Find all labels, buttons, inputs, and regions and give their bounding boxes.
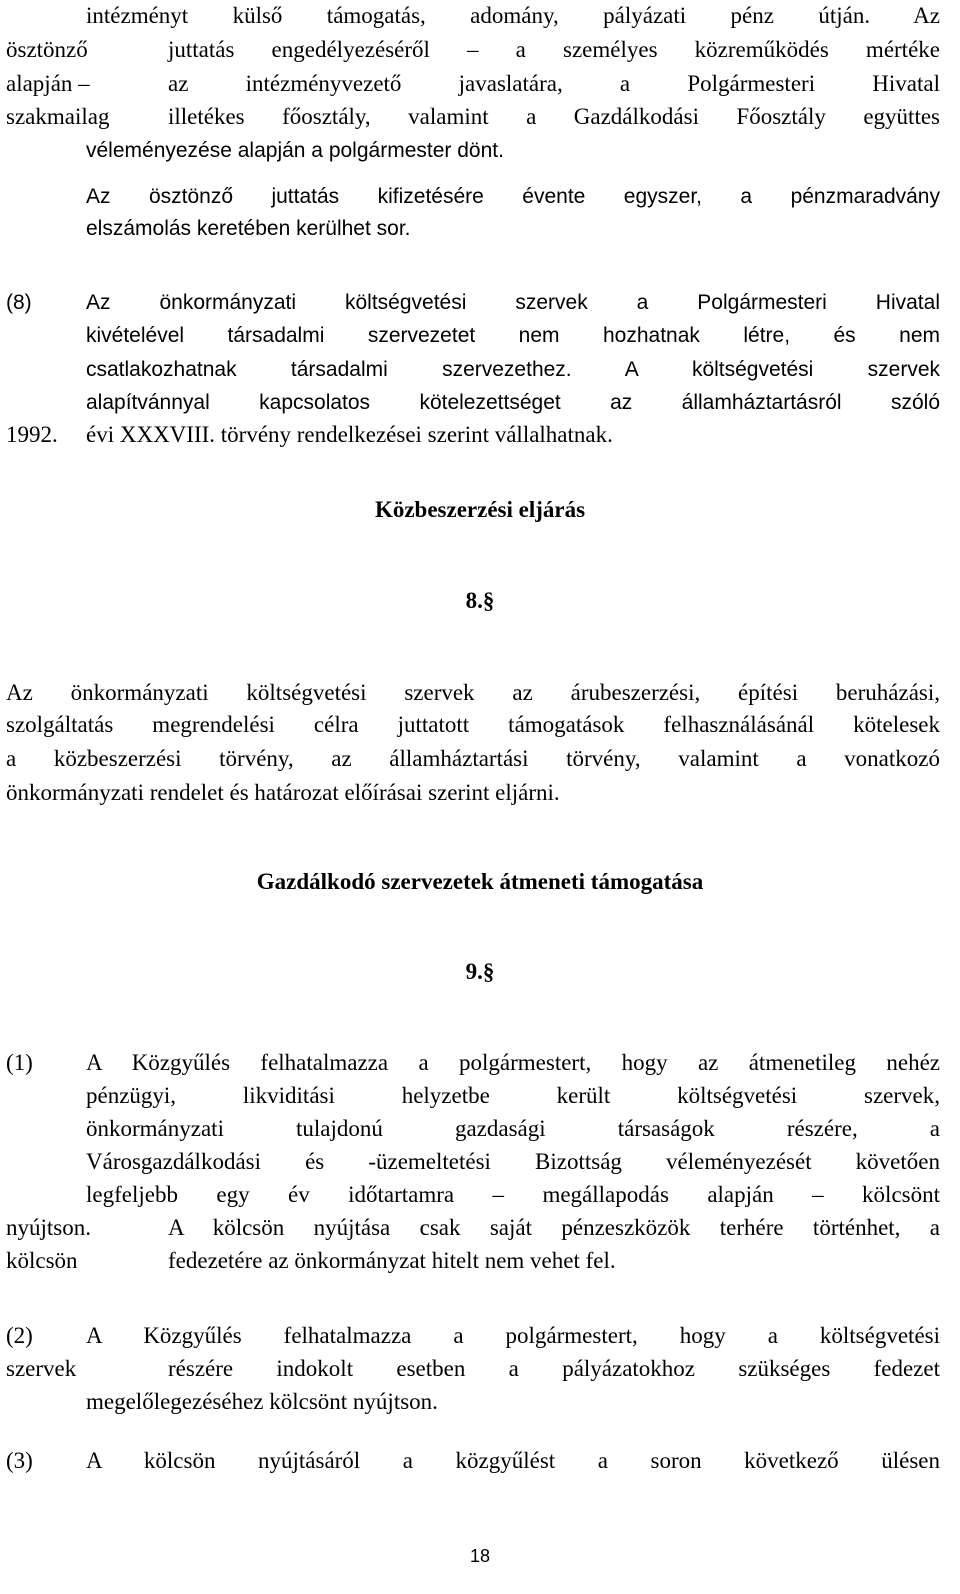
support-p1-line-6-right: A kölcsön nyújtása csak saját pénzeszközök terhére történhet, a: [168, 1215, 940, 1240]
support-p1-line-6-left: nyújtson.: [6, 1215, 91, 1240]
support-p1-line-5: legfeljebb egy év időtartamra – megállapodás alapján – kölcsönt: [86, 1182, 940, 1207]
support-p3-line-1: A kölcsön nyújtásáról a közgyűlést a soron következő ülésen: [86, 1448, 940, 1473]
intro-para2-line-2: elszámolás keretében kerülhet sor.: [86, 217, 411, 240]
support-p1-line-1: A Közgyűlés felhatalmazza a polgármestert, hogy az átmenetileg nehéz: [86, 1050, 940, 1075]
support-p1-number: (1): [6, 1050, 33, 1075]
support-p2-line-3: megelőlegezéséhez kölcsönt nyújtson.: [86, 1389, 438, 1414]
support-p1-line-4: Városgazdálkodási és -üzemeltetési Bizottság véleményezését követően: [86, 1149, 940, 1174]
support-section-number: 9.§: [465, 959, 495, 984]
para8-number: (8): [6, 291, 32, 314]
para8-line-5-right: évi XXXVIII. törvény rendelkezései szerint vállalhatnak.: [86, 422, 613, 447]
para8-line-2: kivételével társadalmi szervezetet nem hozhatnak létre, és nem: [86, 324, 940, 347]
intro-text: intézményt külső támogatás, adomány, pályázati pénz útján. Az: [86, 3, 940, 28]
para8-line-3: csatlakozhatnak társadalmi szervezethez. A költségvetési szervek: [86, 358, 940, 381]
procurement-section-number: 8.§: [465, 588, 495, 613]
support-p2-number: (2): [6, 1323, 33, 1348]
support-p3-number: (3): [6, 1448, 33, 1473]
support-p1-line-2: pénzügyi, likviditási helyzetbe került költségvetési szervek,: [86, 1083, 940, 1108]
procurement-line-3: a közbeszerzési törvény, az államháztartási törvény, valamint a vonatkozó: [6, 746, 940, 771]
intro-line-2-left: ösztönző: [6, 37, 88, 62]
procurement-line-1: Az önkormányzati költségvetési szervek az árubeszerzési, építési beruházási,: [6, 680, 940, 705]
procurement-line-2: szolgáltatás megrendelési célra juttatott támogatások felhasználásánál kötelesek: [6, 712, 940, 737]
procurement-line-4: önkormányzati rendelet és határozat előírásai szerint eljárni.: [6, 780, 560, 805]
intro-para2-line-1: Az ösztönző juttatás kifizetésére évente egyszer, a pénzmaradvány: [86, 185, 940, 208]
intro-line-4-left: szakmailag: [6, 104, 110, 129]
intro-line-1: [86, 2, 940, 30]
support-p2-line-2-left: szervek: [6, 1356, 77, 1381]
para8-line-1: Az önkormányzati költségvetési szervek a Polgármesteri Hivatal: [86, 291, 940, 314]
para8-line-4: alapítvánnyal kapcsolatos kötelezettséget az államháztartásról szóló: [86, 391, 940, 414]
para8-line-5-left: 1992.: [6, 422, 58, 447]
support-p1-line-3: önkormányzati tulajdonú gazdasági társaságok részére, a: [86, 1116, 940, 1141]
support-p2-line-1: A Közgyűlés felhatalmazza a polgármestert, hogy a költségvetési: [86, 1323, 940, 1348]
intro-line-3-right: az intézményvezető javaslatára, a Polgármesteri Hivatal: [168, 71, 940, 96]
intro-line-3-left: alapján –: [6, 71, 90, 96]
procurement-heading: Közbeszerzési eljárás: [374, 497, 586, 522]
intro-line-4-right: illetékes főosztály, valamint a Gazdálkodási Főosztály együttes: [168, 104, 940, 129]
intro-line-2-right: juttatás engedélyezéséről – a személyes közreműködés mértéke: [168, 37, 940, 62]
support-p1-line-7-right: fedezetére az önkormányzat hitelt nem vehet fel.: [168, 1248, 616, 1273]
page-number: 18: [469, 1546, 491, 1566]
intro-line-5: véleményezése alapján a polgármester dönt.: [86, 139, 504, 162]
support-heading: Gazdálkodó szervezetek átmeneti támogatása: [256, 869, 704, 894]
support-p2-line-2-right: részére indokolt esetben a pályázatokhoz szükséges fedezet: [168, 1356, 940, 1381]
support-p1-line-7-left: kölcsön: [6, 1248, 78, 1273]
